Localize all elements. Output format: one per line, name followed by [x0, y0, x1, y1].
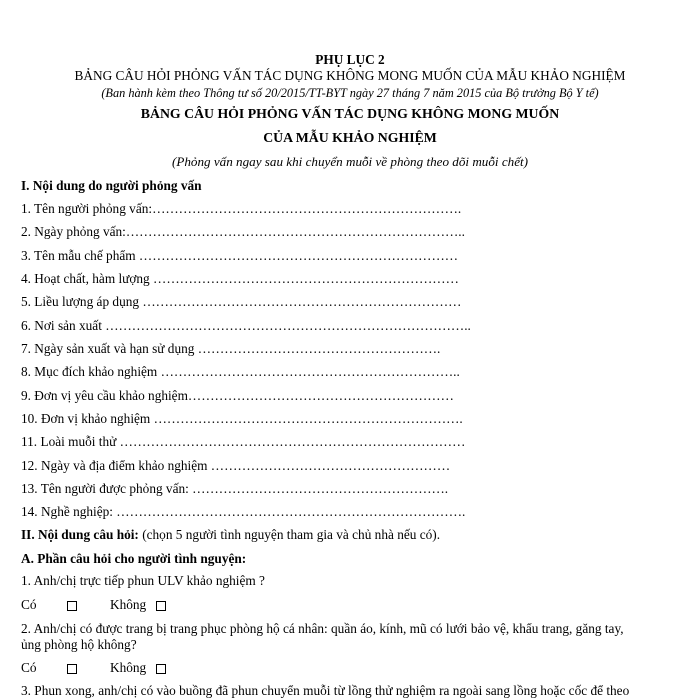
q2-yes-checkbox[interactable]	[67, 664, 77, 674]
field-line: 1. Tên người phỏng vấn:…………………………………………………………….	[21, 201, 462, 216]
field-line: 5. Liều lượng áp dụng ………………………………………………………………	[21, 294, 462, 309]
field-line: 6. Nơi sản xuất ………………………………………………………………………..	[21, 318, 471, 333]
field-line: 7. Ngày sản xuất và hạn sử dụng ……………………………………………….	[21, 341, 441, 356]
appendix-label: PHỤ LỤC 2	[315, 52, 385, 67]
q2-no-checkbox[interactable]	[156, 664, 166, 674]
q1-yes-checkbox[interactable]	[67, 601, 77, 611]
form-title-line-2: CỦA MẪU KHẢO NGHIỆM	[263, 130, 437, 145]
field-line: 8. Mục đích khảo nghiệm …………………………………………………………..	[21, 364, 460, 379]
form-title-line-1: BẢNG CÂU HỎI PHỎNG VẤN TÁC DỤNG KHÔNG MONG MUỐN	[140, 106, 560, 121]
field-line: 14. Nghề nghiệp: …………………………………………………………………….	[21, 504, 466, 519]
issued-note: (Ban hành kèm theo Thông tư số 20/2015/TT-BYT ngày 27 tháng 7 năm 2015 của Bộ trưởng Bộ Y tế)	[101, 86, 599, 100]
q1-no-checkbox[interactable]	[156, 601, 166, 611]
question-1: 1. Anh/chị trực tiếp phun ULV khảo nghiệm ?	[21, 573, 265, 588]
question-2-line-2: ủng phòng hộ không?	[21, 637, 137, 652]
q2-no-label: Không	[110, 660, 147, 675]
field-line: 9. Đơn vị yêu cầu khảo nghiệm……………………………………………………	[21, 388, 454, 403]
question-2-line-1: 2. Anh/chị có được trang bị trang phục phòng hộ cá nhân: quần áo, kính, mũ có lưới bảo vệ, khẩu trang, găng tay,	[21, 621, 624, 636]
section-2-heading-bold: II. Nội dung câu hỏi:	[21, 527, 139, 542]
section-2-heading	[21, 527, 440, 543]
section-1-heading: I. Nội dung do người phỏng vấn	[21, 178, 202, 193]
volunteer-subheading: A. Phần câu hỏi cho người tình nguyện:	[21, 551, 247, 566]
field-line: 2. Ngày phỏng vấn:…………………………………………………………………..	[21, 224, 465, 239]
field-line: 11. Loài muỗi thử ……………………………………………………………………	[21, 434, 466, 449]
field-line: 10. Đơn vị khảo nghiệm …………………………………………………………….	[21, 411, 463, 426]
section-2-heading-note: (chọn 5 người tình nguyện tham gia và chủ nhà nếu có).	[138, 527, 441, 542]
interview-instruction: (Phỏng vấn ngay sau khi chuyển muỗi về phòng theo dõi muỗi chết)	[171, 154, 529, 169]
field-line: 12. Ngày và địa điểm khảo nghiệm ………………………………………………	[21, 458, 451, 473]
field-line: 4. Hoạt chất, hàm lượng ……………………………………………………………	[21, 271, 459, 286]
field-line: 3. Tên mẫu chế phẩm ………………………………………………………………	[21, 248, 459, 263]
question-3: 3. Phun xong, anh/chị có vào buồng đã phun chuyển muỗi từ lồng thử nghiệm ra ngoài sang lồng hoặc cốc để theo	[21, 683, 630, 698]
field-line: 13. Tên người được phỏng vấn: ………………………………………………….	[21, 481, 449, 496]
q2-yes-label: Có	[21, 660, 37, 675]
document-title: BẢNG CÂU HỎI PHỎNG VẤN TÁC DỤNG KHÔNG MONG MUỐN CỦA MẪU KHẢO NGHIỆM	[74, 68, 626, 83]
q1-no-label: Không	[110, 597, 147, 612]
q1-yes-label: Có	[21, 597, 37, 612]
